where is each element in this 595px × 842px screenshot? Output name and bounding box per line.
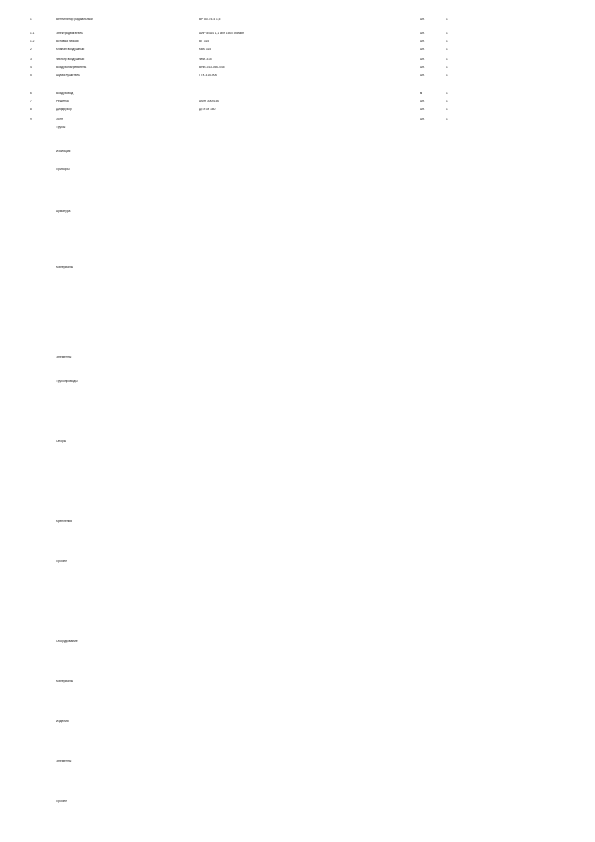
spec-row [0, 720, 595, 727]
spec-row [0, 150, 595, 157]
spec-row [0, 210, 595, 217]
item-name: Электродвигатель [56, 32, 83, 35]
item-name: Крепления [56, 520, 73, 523]
spec-row [0, 118, 595, 125]
spec-row [0, 66, 595, 73]
spec-row [0, 760, 595, 767]
row-number: 1.2 [30, 40, 35, 43]
row-number: 2 [30, 48, 32, 51]
item-name: Изделия [56, 720, 69, 723]
item-name: Фильтр воздушный [56, 58, 85, 61]
row-number: 4 [30, 66, 32, 69]
row-number: 1.1 [30, 32, 35, 35]
row-number: 3 [30, 58, 32, 61]
spec-row [0, 18, 595, 25]
item-mark: АМН 300х150 [199, 100, 220, 103]
item-unit: м [420, 92, 423, 95]
spec-row [0, 640, 595, 647]
item-quantity: 1 [446, 40, 448, 43]
spec-row [0, 520, 595, 527]
item-quantity: 1 [446, 118, 448, 121]
spec-row [0, 58, 595, 65]
item-name: Зонт [56, 118, 63, 121]
item-name: Изоляция [56, 150, 71, 153]
item-unit: шт. [420, 18, 425, 21]
item-quantity: 1 [446, 74, 448, 77]
item-name: Воздуховод [56, 92, 74, 95]
spec-row [0, 108, 595, 115]
item-mark: ДПУ-М 160 [199, 108, 216, 111]
item-name: Вставка гибкая [56, 40, 79, 43]
item-mark: ФВК 315 [199, 58, 212, 61]
spec-row [0, 560, 595, 567]
item-name: Решетка [56, 100, 69, 103]
spec-row [0, 266, 595, 273]
item-quantity: 1 [446, 58, 448, 61]
item-name: Вентилятор радиальный [56, 18, 93, 21]
item-unit: шт. [420, 100, 425, 103]
item-mark: ГТК 315-900 [199, 74, 218, 77]
item-unit: шт. [420, 74, 425, 77]
item-name: Воздухонагреватель [56, 66, 87, 69]
spec-row [0, 800, 595, 807]
item-name: Прочее [56, 560, 67, 563]
row-number: 8 [30, 108, 32, 111]
spec-row [0, 168, 595, 175]
item-quantity: 1 [446, 66, 448, 69]
spec-row [0, 48, 595, 55]
row-number: 9 [30, 118, 32, 121]
item-name: Клапан воздушный [56, 48, 85, 51]
spec-row [0, 680, 595, 687]
item-quantity: 1 [446, 100, 448, 103]
spec-row [0, 440, 595, 447]
item-unit: шт. [420, 48, 425, 51]
row-number: 5 [30, 74, 32, 77]
item-name: Оборудование [56, 640, 78, 643]
item-quantity: 1 [446, 108, 448, 111]
item-name: Трубы [56, 126, 66, 129]
item-name: Материалы [56, 680, 74, 683]
item-name: Прочее [56, 800, 67, 803]
spec-row [0, 40, 595, 47]
item-quantity: 1 [446, 18, 448, 21]
item-unit: шт. [420, 108, 425, 111]
item-mark: ВР 80-75-4 1,5 [199, 18, 221, 21]
item-quantity: 1 [446, 92, 448, 95]
spec-row [0, 100, 595, 107]
spec-row [0, 74, 595, 81]
item-name: Арматура [56, 210, 71, 213]
spec-row [0, 356, 595, 363]
item-quantity: 1 [446, 48, 448, 51]
item-name: Опоры [56, 440, 67, 443]
item-unit: шт. [420, 40, 425, 43]
item-mark: КВК 315 [199, 48, 212, 51]
item-quantity: 1 [446, 32, 448, 35]
item-mark: АИР 80А4 1,1 кВт 1500 об/мин [199, 32, 245, 35]
item-unit: шт. [420, 66, 425, 69]
spec-row [0, 126, 595, 133]
item-unit: шт. [420, 58, 425, 61]
item-unit: шт. [420, 118, 425, 121]
spec-row [0, 380, 595, 387]
item-name: Шумоглушитель [56, 74, 80, 77]
row-number: 7 [30, 100, 32, 103]
spec-row [0, 32, 595, 39]
item-name: Диффузор [56, 108, 72, 111]
item-mark: ВГ 315 [199, 40, 210, 43]
item-name: Трубопроводы [56, 380, 78, 383]
item-name: Элементы [56, 356, 72, 359]
item-unit: шт. [420, 32, 425, 35]
item-mark: ВНВ 243-050-045 [199, 66, 225, 69]
row-number: 6 [30, 92, 32, 95]
spec-row [0, 92, 595, 99]
item-name: Элементы [56, 760, 72, 763]
item-name: Приборы [56, 168, 70, 171]
item-name: Материалы [56, 266, 74, 269]
row-number: 1 [30, 18, 32, 21]
